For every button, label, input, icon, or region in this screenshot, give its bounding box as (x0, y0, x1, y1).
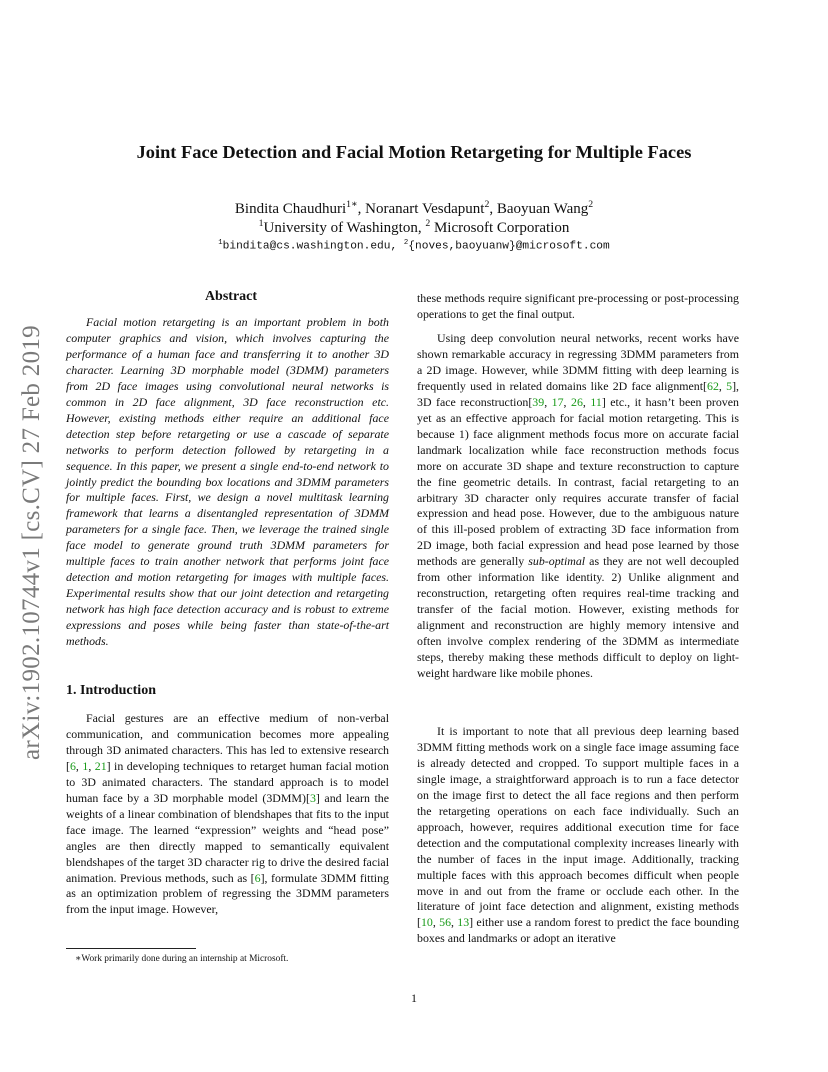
intro-text: , (88, 758, 95, 773)
citation-link[interactable]: 10 (420, 915, 433, 930)
emphasis-text: sub-optimal (528, 554, 586, 569)
email-1-mark: 1 (218, 239, 223, 247)
body-text: Using deep convolution neural networks, recent works have shown remarkable accuracy in regressing 3DMM parameters from a 2D image. However, while 3DMM fitting with deep learning is frequently used in related domains like 2D face alignment[ (417, 331, 739, 393)
citation-link[interactable]: 17 (551, 394, 564, 409)
introduction-heading: 1. Introduction (66, 683, 156, 698)
paper-title: Joint Face Detection and Facial Motion Retargeting for Multiple Faces (136, 142, 692, 162)
arxiv-stamp (14, 290, 54, 760)
body-text: , (432, 915, 440, 930)
author-2-mark: 2 (484, 199, 490, 210)
body-text: ], 3D face reconstruction[ (417, 378, 739, 409)
citation-link[interactable]: 6 (69, 758, 76, 773)
intro-text: Facial gestures are an effective medium of non-verbal communication, and communication becomes more appealing through 3D animated characters. This has led to extensive research [ (66, 711, 389, 773)
body-text: , (544, 394, 552, 409)
intro-text: ] in developing techniques to retarget human facial motion to 3D animated characters. The standard approach is to model human face by a 3D morphable model (3DMM)[ (66, 758, 389, 805)
body-text: , (582, 394, 591, 409)
citation-link[interactable]: 1 (82, 758, 89, 773)
intro-text: , (75, 758, 83, 773)
citation-link[interactable]: 26 (571, 394, 583, 409)
citation-link[interactable]: 3 (309, 790, 316, 805)
citation-link[interactable]: 6 (254, 870, 261, 885)
footnote-rule (66, 948, 196, 949)
intro-text: ] and learn the weights of a linear combination of blendshapes that fits to the input face image. The learned “expression” weights and “head pose” angles are then directly mapped to semantically equivalent blendshapes of the target 3D character rig to drive the desired facial animation. Previous methods, such as [ (66, 790, 389, 885)
citation-link[interactable]: 5 (726, 378, 733, 393)
body-text: ] etc., it hasn’t been proven yet as an effective approach for facial motion retargeting. This is because 1) face alignment methods focus more on accurate facial landmark localization while face reconstruction methods focus more on accurate 3D shape and texture reconstruction to capture the fine geometric details. In contrast, facial retargeting to an arbitrary 3D character only requires accurate transfer of facial expression and head pose. However, due to the ambiguous nature of this ill-posed problem of extracting 3D face information from 2D image, both facial expression and head pose learned by those methods are generally (417, 394, 739, 569)
affil-1-mark: 1 (258, 218, 264, 229)
intro-text: ], formulate 3DMM fitting as an optimization problem of regressing the 3DMM parameters from the input image. However, (66, 870, 389, 917)
affil-1: University of Washington, (263, 220, 426, 236)
right-paragraph-2 (417, 724, 739, 947)
citation-link[interactable]: 21 (94, 758, 107, 773)
body-text: ] either use a random forest to predict the face bounding boxes and landmarks or adopt an iterative (417, 915, 740, 946)
abstract-heading: Abstract (204, 289, 258, 304)
body-text: , (718, 378, 727, 393)
right-paragraph-1 (417, 331, 739, 682)
citation-link[interactable]: 62 (707, 378, 719, 393)
email-2: {noves,baoyuanw}@microsoft.com (408, 240, 610, 253)
body-text: as they are not well decoupled from other information like identity. 2) Unlike alignment and reconstruction, retargeting often requires real-time tracking and transfer of the facial motion. However, existing methods for alignment and reconstruction are highly memory intensive and often involve complex rendering of the 3DMM as intermediate steps, thereby making these methods difficult to deploy on light-weight hardware like mobile phones. (417, 554, 739, 681)
arxiv-stamp-text: arXiv:1902.10744v1 [cs.CV] 27 Feb 2019 (18, 325, 45, 760)
email-2-mark: 2 (403, 239, 409, 247)
email-1: bindita@cs.washington.edu, (222, 240, 404, 253)
right-paragraph-continued: these methods require significant pre-processing or post-processing operations to get the final output. (417, 291, 739, 321)
author-3-mark: 2 (588, 199, 594, 210)
author-2: , Noranart Vesdapunt (357, 201, 485, 217)
citation-link[interactable]: 13 (457, 915, 470, 930)
author-1: Bindita Chaudhuri (234, 201, 347, 217)
abstract-body: Facial motion retargeting is an important problem in both computer graphics and vision, which involves capturing the performance of a human face and transferring it to another 3D character. Learning 3D morphable model (3DMM) parameters from 2D face images using convolutional neural networks is common in 2D face alignment, 3D face reconstruction etc. However, existing methods either require an additional face detection step before retargeting or use a cascade of separate networks to perform detection followed by retargeting in a sequence. In this paper, we present a single end-to-end network to jointly predict the bounding box locations and 3DMM parameters for multiple faces. First, we design a novel multitask learning framework that learns a disentangled representation of 3DMM parameters for a single face. Then, we leverage the trained single face model to generate ground truth 3DMM parameters for multiple faces to train another network that performs joint face detection and motion retargeting for images with multiple faces. Experimental results show that our joint detection and retargeting network has high face detection accuracy and is robust to extreme expressions and poses while being faster than state-of-the-art methods. (66, 315, 389, 649)
citation-link[interactable]: 11 (590, 394, 602, 409)
footnote: ∗Work primarily done during an internship at Microsoft. (75, 954, 289, 964)
affil-2-mark: 2 (425, 218, 431, 229)
author-1-mark: 1∗ (346, 199, 358, 210)
introduction-paragraph-1 (66, 711, 389, 918)
page-number: 1 (411, 991, 417, 1005)
affil-2: Microsoft Corporation (430, 220, 570, 236)
citation-link[interactable]: 39 (532, 394, 545, 409)
citation-link[interactable]: 56 (439, 915, 452, 930)
emails (60, 235, 768, 255)
body-text: It is important to note that all previous deep learning based 3DMM fitting methods work on a single face image assuming face is already detected and cropped. To support multiple faces in a single image, a straightforward approach is to run a face detector on the image first to detect the all face regions and then perform the retargeting operations on each face individually. Such an approach, however, requires additional execution time for face detection and the computational complexity increases linearly with the number of faces in the input image. Additionally, tracking multiple faces with this approach becomes difficult when people move in and out from the frame or occlude each other. In the literature of joint face detection and alignment, existing methods [ (417, 724, 739, 930)
body-text: , (563, 394, 572, 409)
body-text: , (451, 915, 458, 930)
author-3: , Baoyuan Wang (489, 201, 589, 217)
